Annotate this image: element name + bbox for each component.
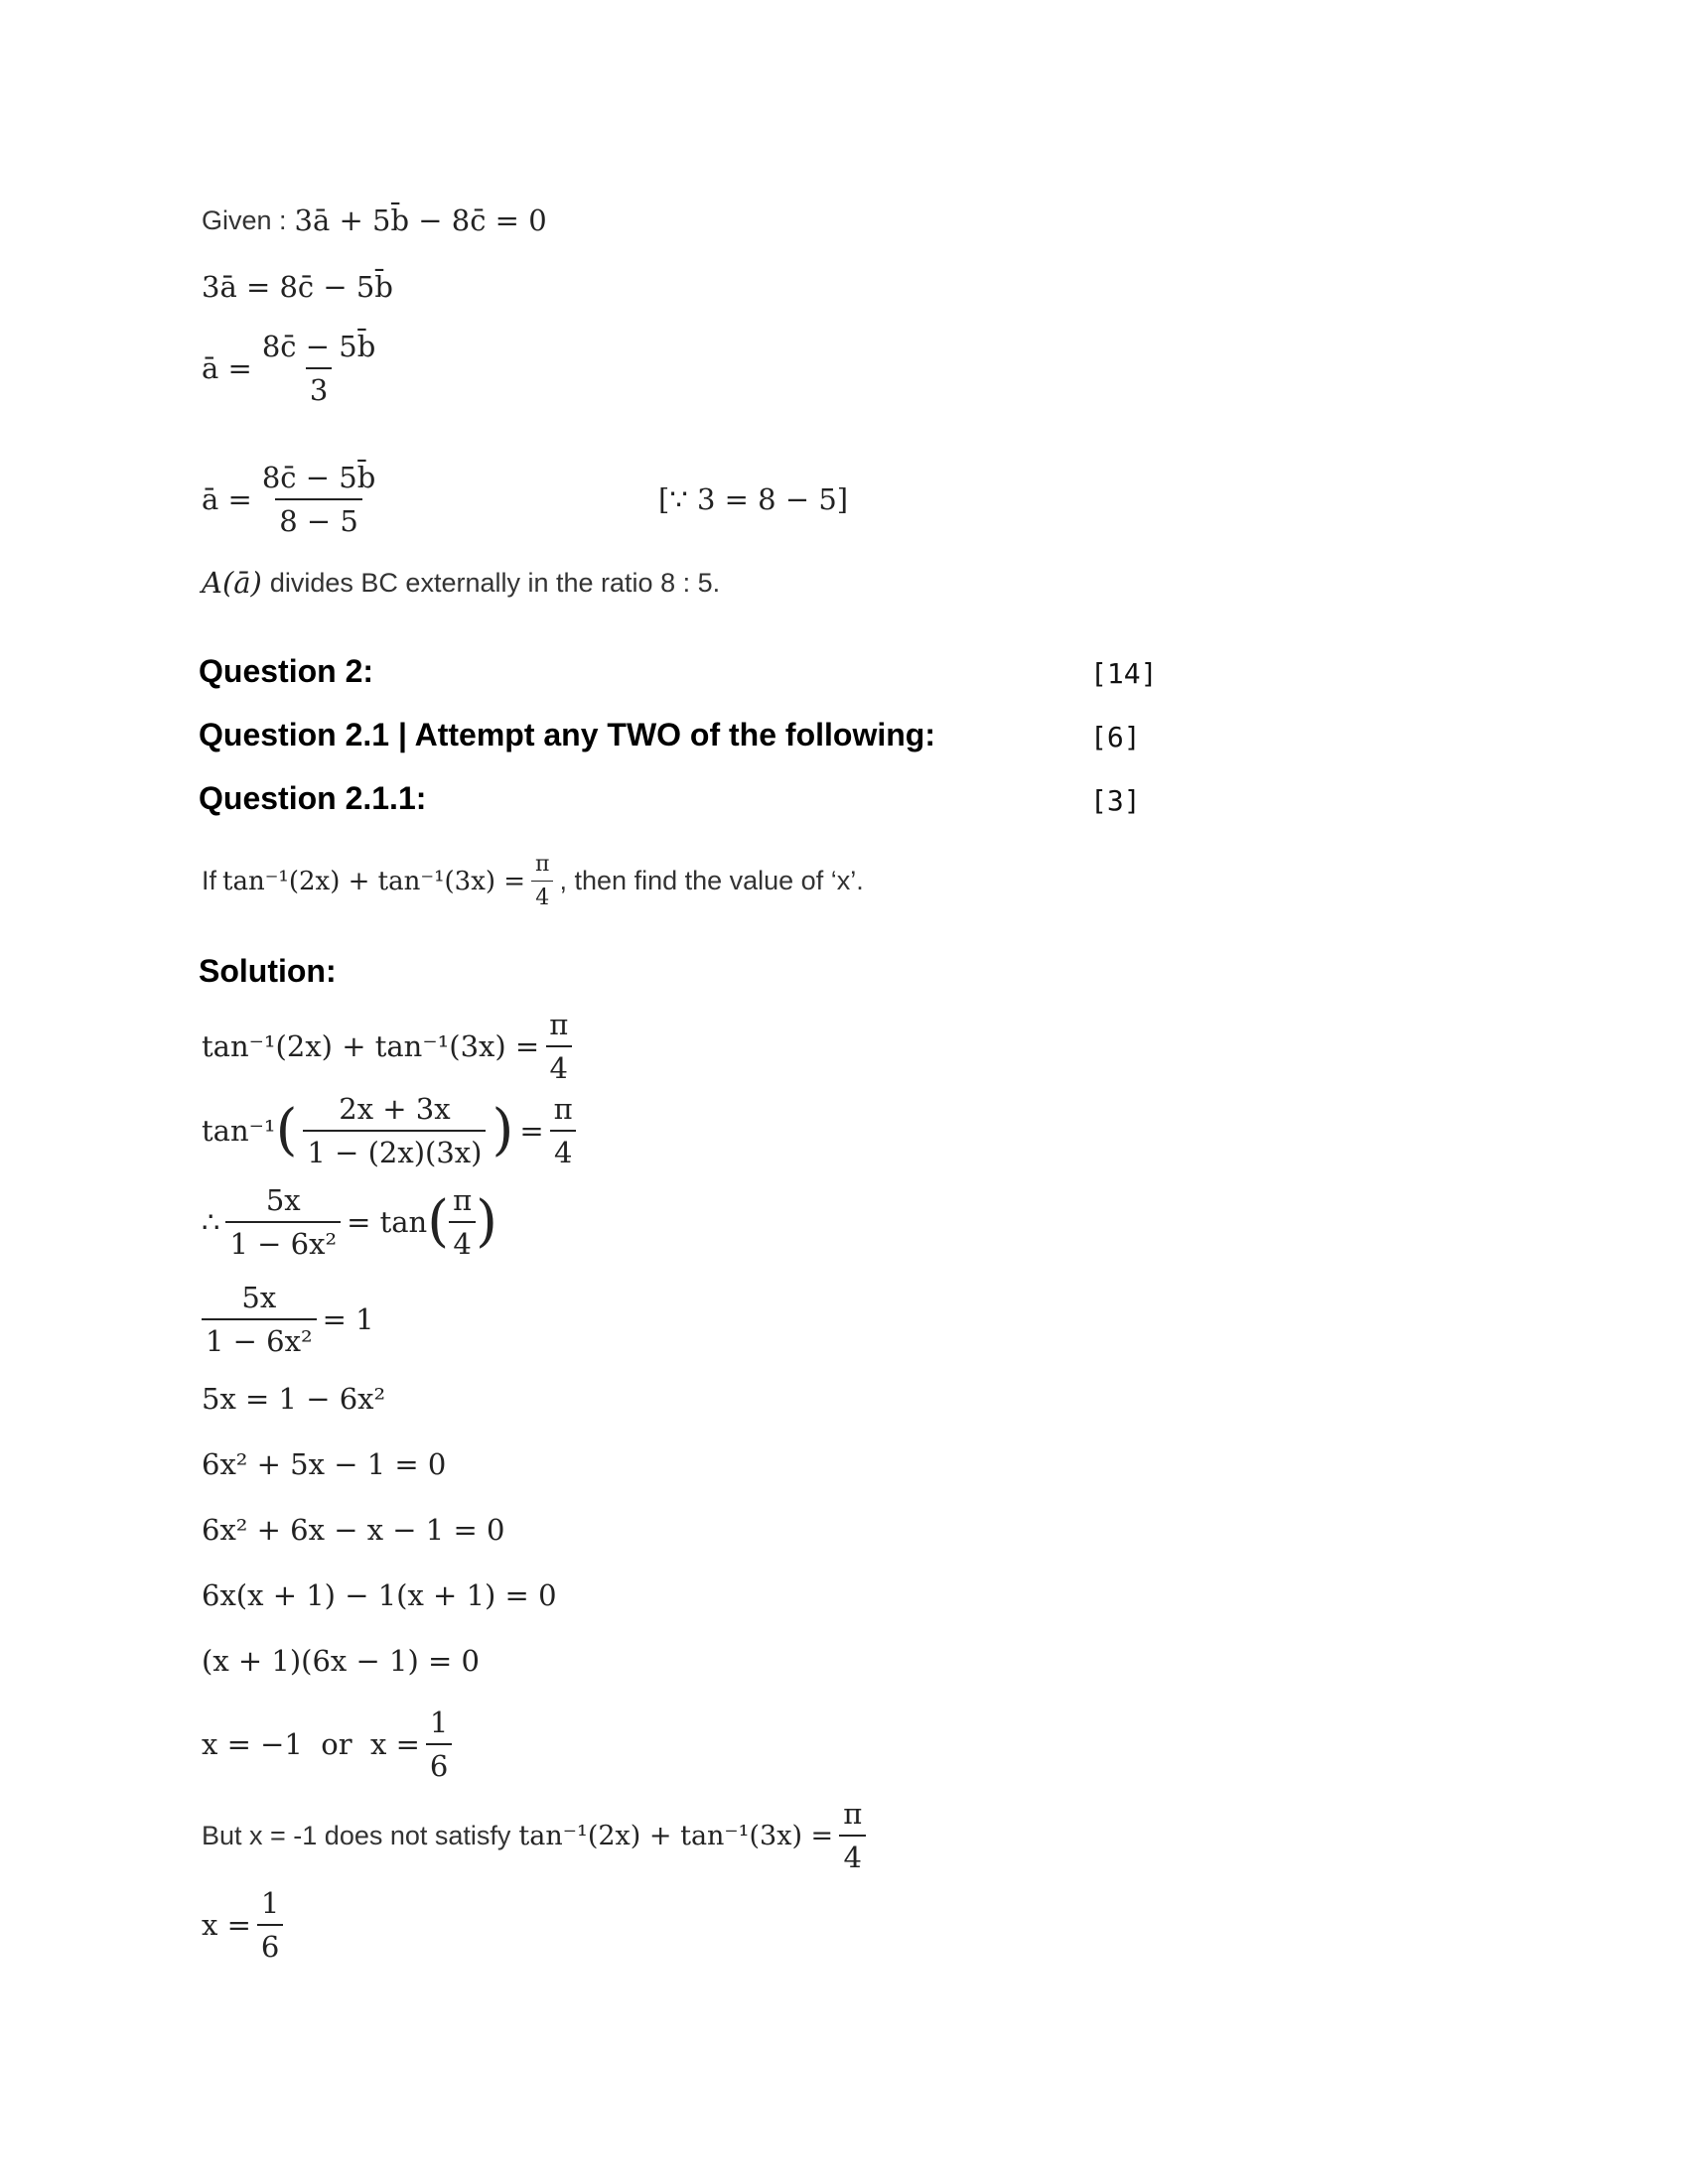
solution-step: 6x(x + 1) − 1(x + 1) = 0 [202,1578,557,1612]
numerator: π [843,1797,863,1831]
equation-step [202,270,393,304]
right-paren: ) [492,1098,514,1162]
conclusion-math: A(ā) [202,566,262,600]
denominator: 6 [257,1924,283,1964]
step-lhs: x = −1 or x = [202,1727,420,1761]
solution-step [202,1008,578,1085]
numerator: π [549,1008,569,1041]
fraction [303,1092,486,1169]
equation-note: [∵ 3 = 8 − 5] [658,482,849,516]
step-lhs: tan⁻¹(2x) + tan⁻¹(3x) = [202,1029,540,1063]
denominator: 1 − (2x)(3x) [303,1130,486,1169]
fraction [449,1183,476,1261]
prompt-suffix: , then find the value of ‘x’. [559,866,864,895]
fraction [426,1706,452,1783]
prompt-prefix: If [202,866,217,895]
verification-line [202,1797,872,1874]
solution-step [202,1706,458,1783]
verification-math: tan⁻¹(2x) + tan⁻¹(3x) = [518,1820,834,1851]
denominator: 1 − 6x² [202,1318,317,1358]
numerator: π [453,1183,473,1217]
solution-step [202,1183,497,1261]
step-rhs: = 1 [322,1302,374,1336]
therefore-symbol: ∴ [202,1205,220,1239]
prompt-math: tan⁻¹(2x) + tan⁻¹(3x) = [222,866,526,896]
question-2-title: Question 2: [199,653,374,689]
solution-step: 5x = 1 − 6x² [202,1382,386,1416]
solution-step: 6x² + 5x − 1 = 0 [202,1447,447,1481]
final-lhs: x = [202,1908,251,1942]
numerator: 5x [265,1183,301,1217]
fraction [545,1008,572,1085]
step-rhs: = [519,1114,544,1148]
fraction [258,330,379,407]
denominator: 6 [426,1743,452,1783]
conclusion-line [202,566,720,600]
question-2-marks: [14] [1090,657,1158,690]
left-paren: ( [275,1098,298,1162]
denominator: 4 [449,1221,475,1261]
question-2-1-marks: [6] [1090,721,1141,753]
fraction [550,1092,577,1169]
equation-step [202,461,897,538]
denominator: 8 − 5 [275,498,362,538]
given-label: Given : [202,205,287,235]
fraction [202,1281,317,1358]
denominator: 4 [839,1835,865,1874]
given-line [202,204,547,237]
solution-heading: Solution: [199,953,337,989]
numerator: 5x [241,1281,277,1314]
numerator: π [553,1092,573,1126]
denominator: 4 [546,1045,572,1085]
solution-step [202,1281,374,1358]
numerator: π [535,852,550,877]
given-equation: 3ā + 5b̄ − 8c̄ = 0 [294,204,547,237]
numerator: 2x + 3x [339,1092,451,1126]
conclusion-text: divides BC externally in the ratio 8 : 5. [269,567,721,598]
denominator: 1 − 6x² [225,1221,341,1261]
numerator: 1 [429,1706,449,1739]
solution-step: (x + 1)(6x − 1) = 0 [202,1644,480,1678]
solution-step: 6x² + 6x − x − 1 = 0 [202,1513,505,1547]
verification-text: But x = -1 does not satisfy [202,1820,511,1850]
denominator: 4 [550,1130,576,1169]
equation-text: 3ā = 8c̄ − 5b̄ [202,270,393,304]
fraction [225,1183,341,1261]
question-prompt [202,852,864,910]
fraction [531,852,553,910]
fraction [839,1797,866,1874]
left-paren: ( [427,1189,450,1254]
equation-lhs: ā = [202,482,252,516]
right-paren: ) [476,1189,497,1254]
fraction [257,1886,283,1964]
denominator: 4 [531,881,553,910]
equation-step [202,330,385,407]
question-2-1-1-marks: [3] [1090,784,1141,817]
fraction [258,461,379,538]
numerator: 1 [260,1886,280,1920]
numerator: 8c̄ − 5b̄ [261,461,376,494]
question-2-1-1-title: Question 2.1.1: [199,780,427,816]
equation-lhs: ā = [202,351,252,385]
step-prefix: tan⁻¹ [202,1114,276,1148]
question-2-1-title: Question 2.1 | Attempt any TWO of the following: [199,717,935,752]
final-answer [202,1886,289,1964]
solution-step [202,1092,583,1169]
numerator: 8c̄ − 5b̄ [261,330,376,363]
step-rhs: = tan [347,1205,428,1239]
denominator: 3 [306,367,332,407]
